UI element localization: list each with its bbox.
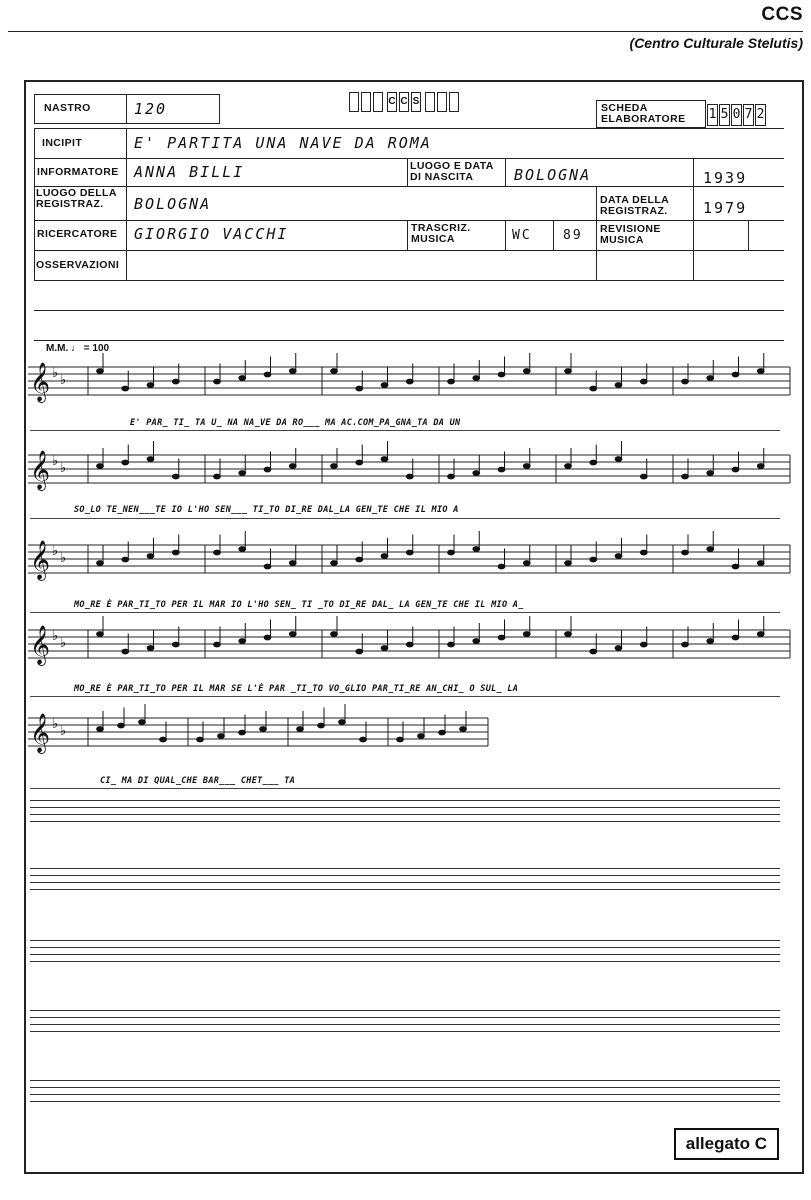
flat-sign: ♭ (52, 453, 59, 468)
note-head (356, 649, 363, 654)
note-head (381, 646, 388, 651)
ruled-line (30, 821, 780, 822)
luogo-nascita-value: BOLOGNA (514, 166, 592, 184)
note-head (331, 561, 338, 566)
ccs-box-s: S (411, 92, 421, 112)
allegato-label: allegato C (674, 1128, 779, 1160)
note-head (498, 635, 505, 640)
note-head (615, 457, 622, 462)
incipit-label: INCIPIT (42, 137, 83, 149)
scheda-digit-2: 5 (719, 104, 730, 126)
ruled-line (30, 1101, 780, 1102)
note-head (406, 474, 413, 479)
note-head (289, 369, 296, 374)
note-head (406, 642, 413, 647)
note-head (732, 635, 739, 640)
flat-sign: ♭ (52, 716, 59, 731)
note-head (615, 646, 622, 651)
ruled-line (30, 889, 780, 890)
note-head (707, 639, 714, 644)
note-head (318, 723, 325, 728)
note-head (239, 471, 246, 476)
note-head (757, 464, 764, 469)
lyric-line-4: MO_RE È PAR_TI_TO PER IL MAR SE L'È PAR _TI_TO VO_GLIO PAR_TI_RE AN_CHI_ O SUL_ LA (74, 684, 519, 694)
note-head (356, 557, 363, 562)
note-head (214, 550, 221, 555)
incipit-value: E' PARTITA UNA NAVE DA ROMA (134, 134, 432, 152)
note-head (147, 554, 154, 559)
scheda-label: SCHEDA ELABORATORE (601, 102, 686, 125)
note-head (565, 632, 572, 637)
note-head (523, 632, 530, 637)
scheda-digit-4: 7 (743, 104, 754, 126)
note-head (640, 550, 647, 555)
lyric-line-2: SO_LO TE_NEN___TE IO L'HO SEN___ TI_TO DI_RE DAL_LA GEN_TE CHE IL MIO A (74, 505, 459, 515)
note-head (448, 550, 455, 555)
osservazioni-label: OSSERVAZIONI (36, 259, 120, 271)
ruled-line (30, 814, 780, 815)
note-head (297, 727, 304, 732)
flat-sign: ♭ (52, 628, 59, 643)
flat-sign: ♭ (52, 543, 59, 558)
ruled-line (30, 875, 780, 876)
flat-sign: ♭ (60, 372, 67, 387)
note-head (732, 564, 739, 569)
treble-clef-icon: 𝄞 (30, 625, 51, 665)
brand-subtitle: (Centro Culturale Stelutis) (629, 35, 803, 51)
ruled-line (30, 1010, 780, 1011)
note-head (264, 635, 271, 640)
ruled-line (30, 1031, 780, 1032)
note-head (473, 639, 480, 644)
lyric-rule (30, 612, 780, 613)
note-head (615, 554, 622, 559)
note-head (172, 474, 179, 479)
ruled-line (30, 954, 780, 955)
note-head (460, 727, 467, 732)
lyric-rule (30, 518, 780, 519)
note-head (356, 386, 363, 391)
note-head (331, 369, 338, 374)
ruled-line (30, 947, 780, 948)
note-head (97, 561, 104, 566)
ruled-line (30, 1024, 780, 1025)
note-head (197, 737, 204, 742)
data-registr-value: 1979 (703, 199, 748, 217)
note-head (682, 550, 689, 555)
note-head (707, 471, 714, 476)
note-head (331, 632, 338, 637)
trascriz-value: WC (512, 228, 532, 243)
note-head (147, 646, 154, 651)
lyric-line-3: MO_RE È PAR_TI_TO PER IL MAR IO L'HO SEN_ TI _TO DI_RE DAL_ LA GEN_TE CHE IL MIO A_ (74, 600, 524, 610)
luogo-nascita-label: LUOGO E DATA DI NASCITA (410, 160, 494, 183)
luogo-registr-value: BOLOGNA (134, 195, 212, 213)
note-head (289, 464, 296, 469)
note-head (239, 547, 246, 552)
note-head (172, 550, 179, 555)
note-head (97, 369, 104, 374)
note-head (732, 467, 739, 472)
note-head (590, 386, 597, 391)
note-head (264, 467, 271, 472)
scheda-digit-3: 0 (731, 104, 742, 126)
lyric-line-5: CI_ MA DI QUAL_CHE BAR___ CHET___ TA (100, 776, 296, 786)
note-head (118, 723, 125, 728)
informatore-value: ANNA BILLI (134, 163, 245, 181)
ricercatore-label: RICERCATORE (37, 228, 118, 240)
treble-clef-icon: 𝄞 (30, 713, 51, 753)
lyric-line-1: E' PAR_ TI_ TA U_ NA NA_VE DA RO___ MA AC.COM_PA_GNA_TA DA UN (130, 418, 461, 428)
note-head (139, 720, 146, 725)
note-head (339, 720, 346, 725)
data-registr-label: DATA DELLA REGISTRAZ. (600, 194, 669, 217)
flat-sign: ♭ (60, 460, 67, 475)
ruled-line (30, 882, 780, 883)
flat-sign: ♭ (60, 723, 67, 738)
ruled-line (30, 800, 780, 801)
flat-sign: ♭ (60, 550, 67, 565)
note-head (172, 379, 179, 384)
note-head (640, 379, 647, 384)
note-head (682, 642, 689, 647)
note-head (406, 550, 413, 555)
note-head (590, 557, 597, 562)
note-head (122, 557, 129, 562)
note-head (473, 547, 480, 552)
treble-clef-icon: 𝄞 (30, 450, 51, 490)
ruled-line (30, 1087, 780, 1088)
note-head (264, 372, 271, 377)
note-head (640, 642, 647, 647)
treble-clef-icon: 𝄞 (30, 540, 51, 580)
note-head (147, 457, 154, 462)
trascriz-num: 89 (563, 228, 583, 243)
note-head (523, 369, 530, 374)
note-head (439, 730, 446, 735)
note-head (160, 737, 167, 742)
note-head (565, 561, 572, 566)
note-head (448, 642, 455, 647)
note-head (565, 464, 572, 469)
note-head (498, 564, 505, 569)
note-head (214, 474, 221, 479)
lyric-rule (30, 788, 780, 789)
lyric-rule (30, 430, 780, 431)
note-head (523, 464, 530, 469)
note-head (406, 379, 413, 384)
note-head (682, 379, 689, 384)
ruled-line (30, 1080, 780, 1081)
note-head (147, 383, 154, 388)
brand-title: CCS (761, 4, 803, 25)
note-head (498, 372, 505, 377)
ruled-line (30, 1017, 780, 1018)
note-head (214, 379, 221, 384)
note-head (331, 464, 338, 469)
note-head (565, 369, 572, 374)
note-head (448, 474, 455, 479)
note-head (214, 642, 221, 647)
informatore-label: INFORMATORE (37, 166, 119, 178)
scheda-digit-1: 1 (707, 104, 718, 126)
note-head (289, 632, 296, 637)
note-head (590, 460, 597, 465)
luogo-registr-label: LUOGO DELLA REGISTRAZ. (36, 187, 117, 210)
note-head (122, 386, 129, 391)
note-head (97, 464, 104, 469)
note-head (97, 727, 104, 732)
ruled-line (30, 1094, 780, 1095)
note-head (418, 734, 425, 739)
note-head (381, 457, 388, 462)
note-head (122, 460, 129, 465)
note-head (239, 639, 246, 644)
flat-sign: ♭ (52, 365, 59, 380)
note-head (289, 561, 296, 566)
scheda-digit-5: 2 (755, 104, 766, 126)
revisione-label: REVISIONE MUSICA (600, 223, 661, 246)
note-head (757, 369, 764, 374)
note-head (523, 561, 530, 566)
note-head (473, 471, 480, 476)
ccs-box-c2: C (399, 92, 409, 112)
ricercatore-value: GIORGIO VACCHI (134, 225, 289, 243)
note-head (239, 376, 246, 381)
ruled-line (30, 807, 780, 808)
note-head (682, 474, 689, 479)
lyric-rule (30, 696, 780, 697)
note-head (264, 564, 271, 569)
note-head (356, 460, 363, 465)
note-head (239, 730, 246, 735)
anno-nascita: 1939 (703, 169, 748, 187)
note-head (172, 642, 179, 647)
flat-sign: ♭ (60, 635, 67, 650)
note-head (260, 727, 267, 732)
note-head (590, 649, 597, 654)
note-head (757, 632, 764, 637)
note-head (448, 379, 455, 384)
note-head (640, 474, 647, 479)
note-head (381, 554, 388, 559)
note-head (615, 383, 622, 388)
nastro-value: 120 (134, 100, 168, 118)
note-head (757, 561, 764, 566)
ruled-line (30, 940, 780, 941)
note-head (707, 376, 714, 381)
ruled-line (30, 961, 780, 962)
note-head (218, 734, 225, 739)
note-head (473, 376, 480, 381)
tempo-marking: M.M. ♩ = 100 (46, 343, 110, 354)
note-head (732, 372, 739, 377)
trascriz-label: TRASCRIZ. MUSICA (411, 222, 471, 245)
nastro-label: NASTRO (44, 102, 91, 114)
ruled-line (30, 868, 780, 869)
note-head (498, 467, 505, 472)
ccs-box-c1: C (387, 92, 397, 112)
note-head (360, 737, 367, 742)
note-head (707, 547, 714, 552)
note-head (381, 383, 388, 388)
note-head (122, 649, 129, 654)
note-head (397, 737, 404, 742)
treble-clef-icon: 𝄞 (30, 362, 51, 402)
note-head (97, 632, 104, 637)
